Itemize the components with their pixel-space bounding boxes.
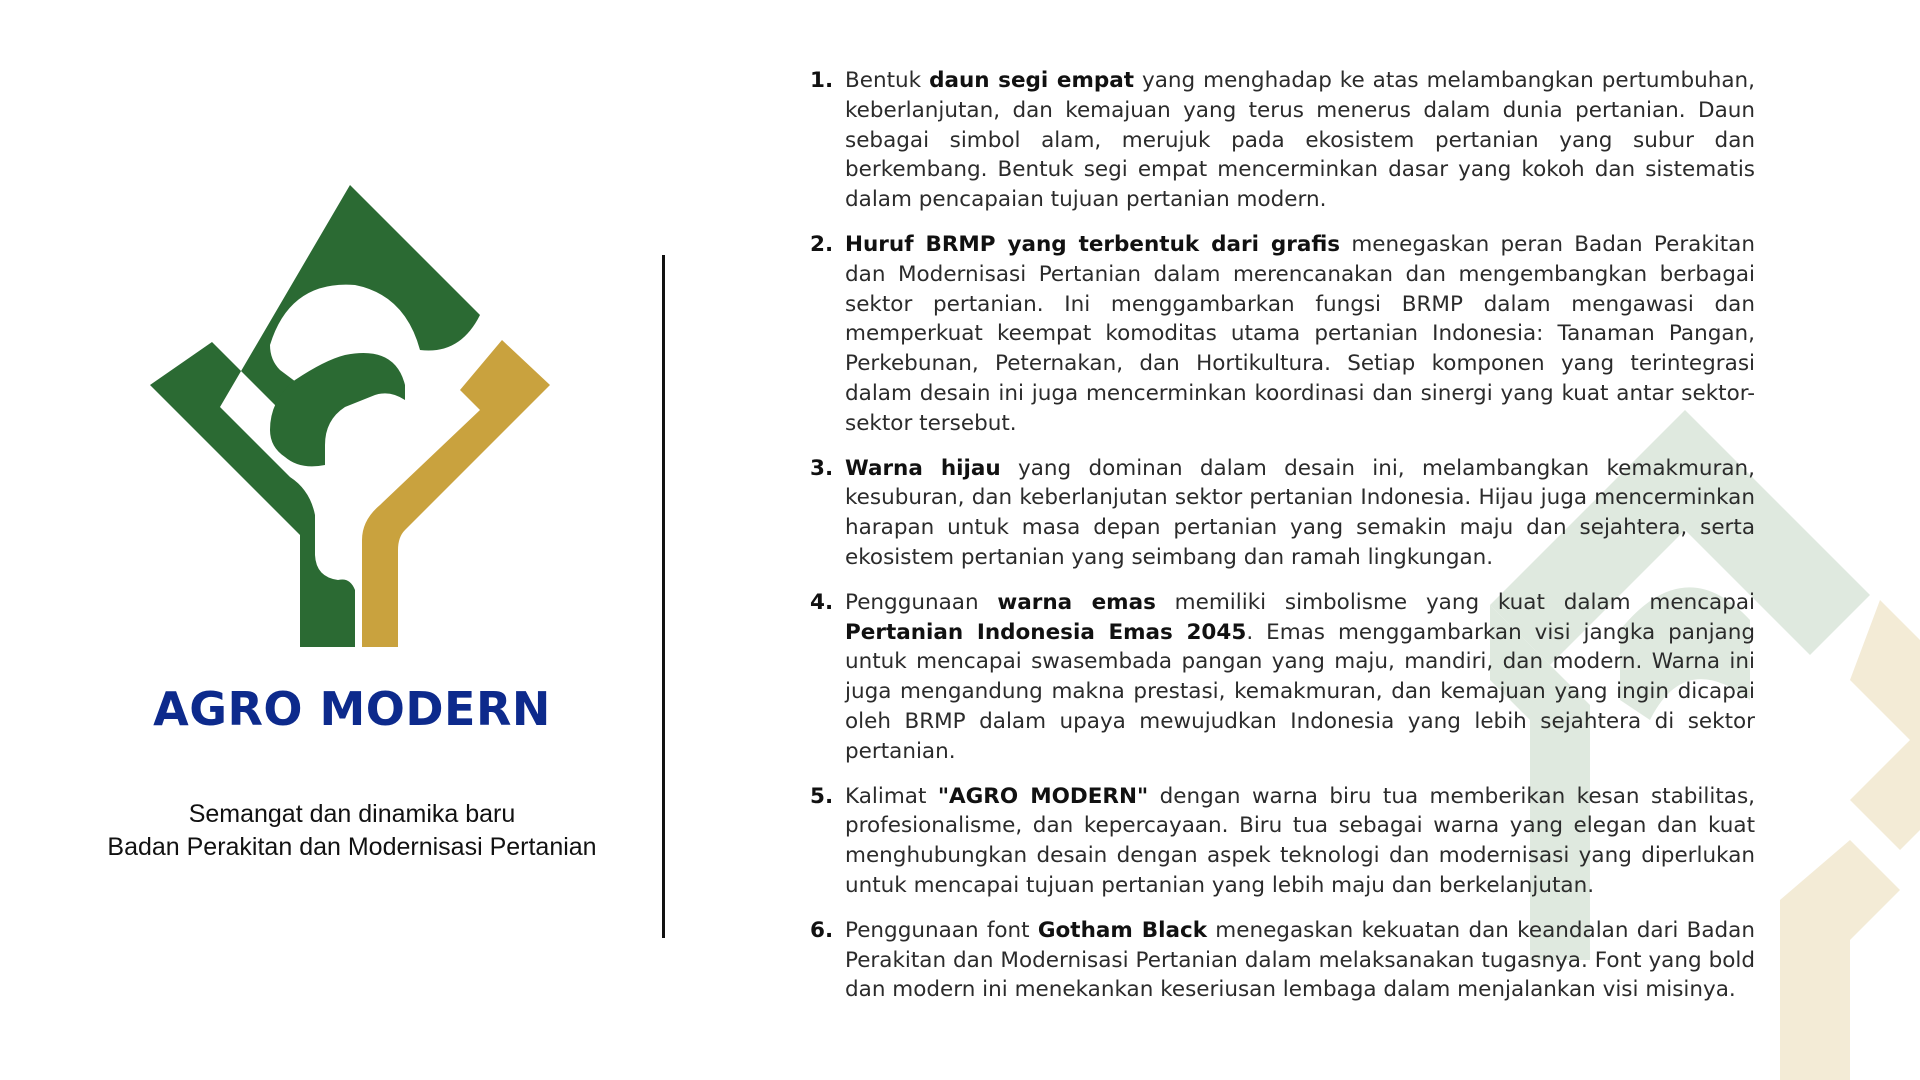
point-text <box>845 918 1755 1003</box>
point-text-bold: Huruf BRMP yang terbentuk dari grafis <box>845 231 1341 257</box>
point-text <box>845 68 1755 212</box>
meaning-point <box>810 916 1755 1005</box>
point-text <box>845 232 1755 436</box>
point-text-segment: Penggunaan font <box>845 917 1038 943</box>
brand-title: AGRO MODERN <box>153 682 551 736</box>
logo-green-hook <box>270 353 405 466</box>
brand-tagline <box>0 798 704 864</box>
meaning-point <box>810 66 1755 215</box>
point-text-segment: dengan warna biru tua memberikan kesan stabilitas, profesionalisme, dan kepercayaan. Biru tua sebagai warna yang elegan dan kuat menghubungkan desain dengan aspek teknologi dan modernisasi yang diperlukan untuk mencapai tujuan pertanian yang lebih maju dan berkelanjutan. <box>845 783 1755 898</box>
agro-modern-logo <box>150 185 550 647</box>
point-text-segment: . Emas menggambarkan visi jangka panjang untuk mencapai swasembada pangan yang maju, mandiri, dan modern. Warna ini juga mengandung makna prestasi, kemakmuran, dan kemajuan yang ingin dicapai oleh BRMP dalam upaya mewujudkan Indonesia yang lebih sejahtera di sektor pertanian. <box>845 619 1755 764</box>
point-text-bold: Gotham Black <box>1037 917 1208 943</box>
meaning-point <box>810 782 1755 901</box>
point-text-bold: Pertanian Indonesia Emas 2045 <box>845 619 1247 645</box>
point-text-segment: Kalimat <box>845 783 938 809</box>
meaning-point <box>810 230 1755 439</box>
point-number: 6. <box>810 917 834 943</box>
point-text-bold: Warna hijau <box>845 455 1001 481</box>
point-number: 2. <box>810 231 834 257</box>
vertical-divider <box>662 255 665 938</box>
point-number: 4. <box>810 589 834 615</box>
meaning-point <box>810 588 1755 767</box>
point-text-segment: Penggunaan <box>845 589 998 615</box>
point-text-segment: yang menghadap ke atas melambangkan pertumbuhan, keberlanjutan, dan kemajuan yang terus menerus dalam dunia pertanian. Daun sebagai simbol alam, merujuk pada ekosistem pertanian yang subur dan berkembang. Bentuk segi empat mencerminkan dasar yang kokoh dan sistematis dalam pencapaian tujuan pertanian modern. <box>845 68 1755 213</box>
point-number: 3. <box>810 455 834 481</box>
point-number: 1. <box>810 68 834 93</box>
logo-panel <box>0 0 660 1080</box>
watermark-gold-leaf <box>1780 600 1920 1080</box>
point-text-segment: memiliki simbolisme yang kuat dalam mencapai <box>1155 589 1755 615</box>
point-text <box>845 456 1755 570</box>
point-text-bold: daun segi empat <box>929 68 1135 93</box>
point-text-segment: menegaskan kekuatan dan keandalan dari Badan Perakitan dan Modernisasi Pertanian dalam melaksanakan tugasnya. Font yang bold dan modern ini menekankan keseriusan lembaga dalam menjalankan visi misinya. <box>845 917 1755 1003</box>
point-text-segment: Bentuk <box>845 68 930 93</box>
point-text <box>845 590 1755 764</box>
tagline-line-1: Semangat dan dinamika baru <box>188 800 516 828</box>
point-text <box>845 784 1755 898</box>
tagline-line-2: Badan Perakitan dan Modernisasi Pertanian <box>107 833 597 861</box>
meaning-points-list <box>810 66 1755 1020</box>
point-text-segment: yang dominan dalam desain ini, melambangkan kemakmuran, kesuburan, dan keberlanjutan sektor pertanian Indonesia. Hijau juga mencerminkan harapan untuk masa depan pertanian yang semakin maju dan sejahtera, serta ekosistem pertanian yang seimbang dan ramah lingkungan. <box>845 455 1755 570</box>
point-text-bold: "AGRO MODERN" <box>937 783 1149 809</box>
point-number: 5. <box>810 783 834 809</box>
point-text-segment: menegaskan peran Badan Perakitan dan Modernisasi Pertanian dalam merencanakan dan mengembangkan berbagai sektor pertanian. Ini menggambarkan fungsi BRMP dalam mengawasi dan memperkuat keempat komoditas utama pertanian Indonesia: Tanaman Pangan, Perkebunan, Peternakan, dan Hortikultura. Setiap komponen yang terintegrasi dalam desain ini juga mencerminkan koordinasi dan sinergi yang kuat antar sektor-sektor tersebut. <box>845 231 1755 436</box>
point-text-bold: warna emas <box>997 589 1156 615</box>
meaning-point <box>810 454 1755 573</box>
